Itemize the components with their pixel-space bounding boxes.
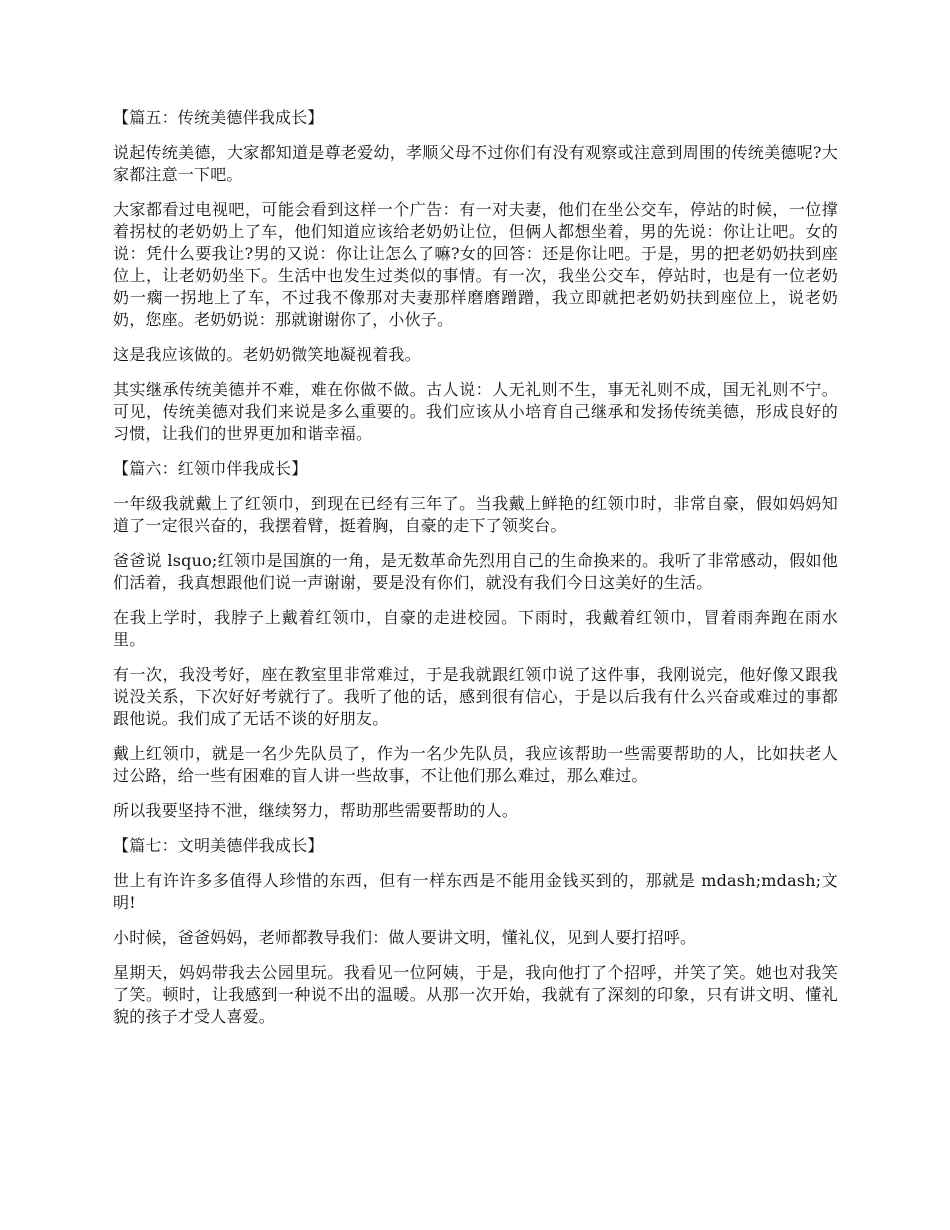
- paragraph: 这是我应该做的。老奶奶微笑地凝视着我。: [113, 345, 421, 364]
- paragraph: 爸爸说 lsquo;红领巾是国旗的一角，是无数革命先烈用自己的生命换来的。我听了非常感动，假如他们活着，我真想跟他们说一声谢谢，要是没有你们，就没有我们今日这美好的生活。: [113, 551, 838, 592]
- paragraph: 有一次，我没考好，座在教室里非常难过，于是我就跟红领巾说了这件事，我刚说完，他好像又跟我说没关系，下次好好考就行了。我听了他的话，感到很有信心，于是以后我有什么兴奋或难过的事都跟他说。我们成了无话不谈的好朋友。: [113, 665, 838, 728]
- section-heading-6: 【篇六：红领巾伴我成长】: [113, 459, 308, 478]
- paragraph: 戴上红领巾，就是一名少先队员了，作为一名少先队员，我应该帮助一些需要帮助的人，比如扶老人过公路，给一些有困难的盲人讲一些故事，不让他们那么难过，那么难过。: [113, 744, 838, 785]
- paragraph: 其实继承传统美德并不难，难在你做不做。古人说：人无礼则不生，事无礼则不成，国无礼则不宁。可见，传统美德对我们来说是多么重要的。我们应该从小培育自己继承和发扬传统美德，形成良好的习惯，让我们的世界更加和谐幸福。: [113, 380, 838, 443]
- paragraph: 所以我要坚持不泄，继续努力，帮助那些需要帮助的人。: [113, 801, 519, 820]
- section-heading-7: 【篇七：文明美德伴我成长】: [113, 836, 324, 855]
- paragraph: 世上有许许多多值得人珍惜的东西，但有一样东西是不能用金钱买到的，那就是 mdash;mdash;文明!: [113, 871, 838, 912]
- section-heading-5: 【篇五：传统美德伴我成长】: [113, 108, 324, 127]
- paragraph: 星期天，妈妈带我去公园里玩。我看见一位阿姨，于是，我向他打了个招呼，并笑了笑。她也对我笑了笑。顿时，让我感到一种说不出的温暖。从那一次开始，我就有了深刻的印象，只有讲文明、懂礼貌的孩子才受人喜爱。: [113, 963, 838, 1026]
- document-page: [113, 107, 838, 1041]
- paragraph: 在我上学时，我脖子上戴着红领巾，自豪的走进校园。下雨时，我戴着红领巾，冒着雨奔跑在雨水里。: [113, 608, 838, 649]
- paragraph: 说起传统美德，大家都知道是尊老爱幼，孝顺父母不过你们有没有观察或注意到周围的传统美德呢?大家都注意一下吧。: [113, 143, 838, 184]
- paragraph: 大家都看过电视吧，可能会看到这样一个广告：有一对夫妻，他们在坐公交车，停站的时候，一位撑着拐杖的老奶奶上了车，他们知道应该给老奶奶让位，但俩人都想坐着，男的先说：你让让吧。女的说：凭什么要我让?男的又说：你让让怎么了嘛?女的回答：还是你让吧。于是，男的把老奶奶扶到座位上，让老奶奶坐下。生活中也发生过类似的事情。有一次，我坐公交车，停站时，也是有一位老奶奶一瘸一拐地上了车，不过我不像那对夫妻那样磨磨蹭蹭，我立即就把老奶奶扶到座位上，说老奶奶，您座。老奶奶说：那就谢谢你了，小伙子。: [113, 200, 838, 329]
- paragraph: 小时候，爸爸妈妈，老师都教导我们：做人要讲文明，懂礼仪，见到人要打招呼。: [113, 928, 697, 947]
- paragraph: 一年级我就戴上了红领巾，到现在已经有三年了。当我戴上鲜艳的红领巾时，非常自豪，假如妈妈知道了一定很兴奋的，我摆着臂，挺着胸，自豪的走下了领奖台。: [113, 494, 838, 535]
